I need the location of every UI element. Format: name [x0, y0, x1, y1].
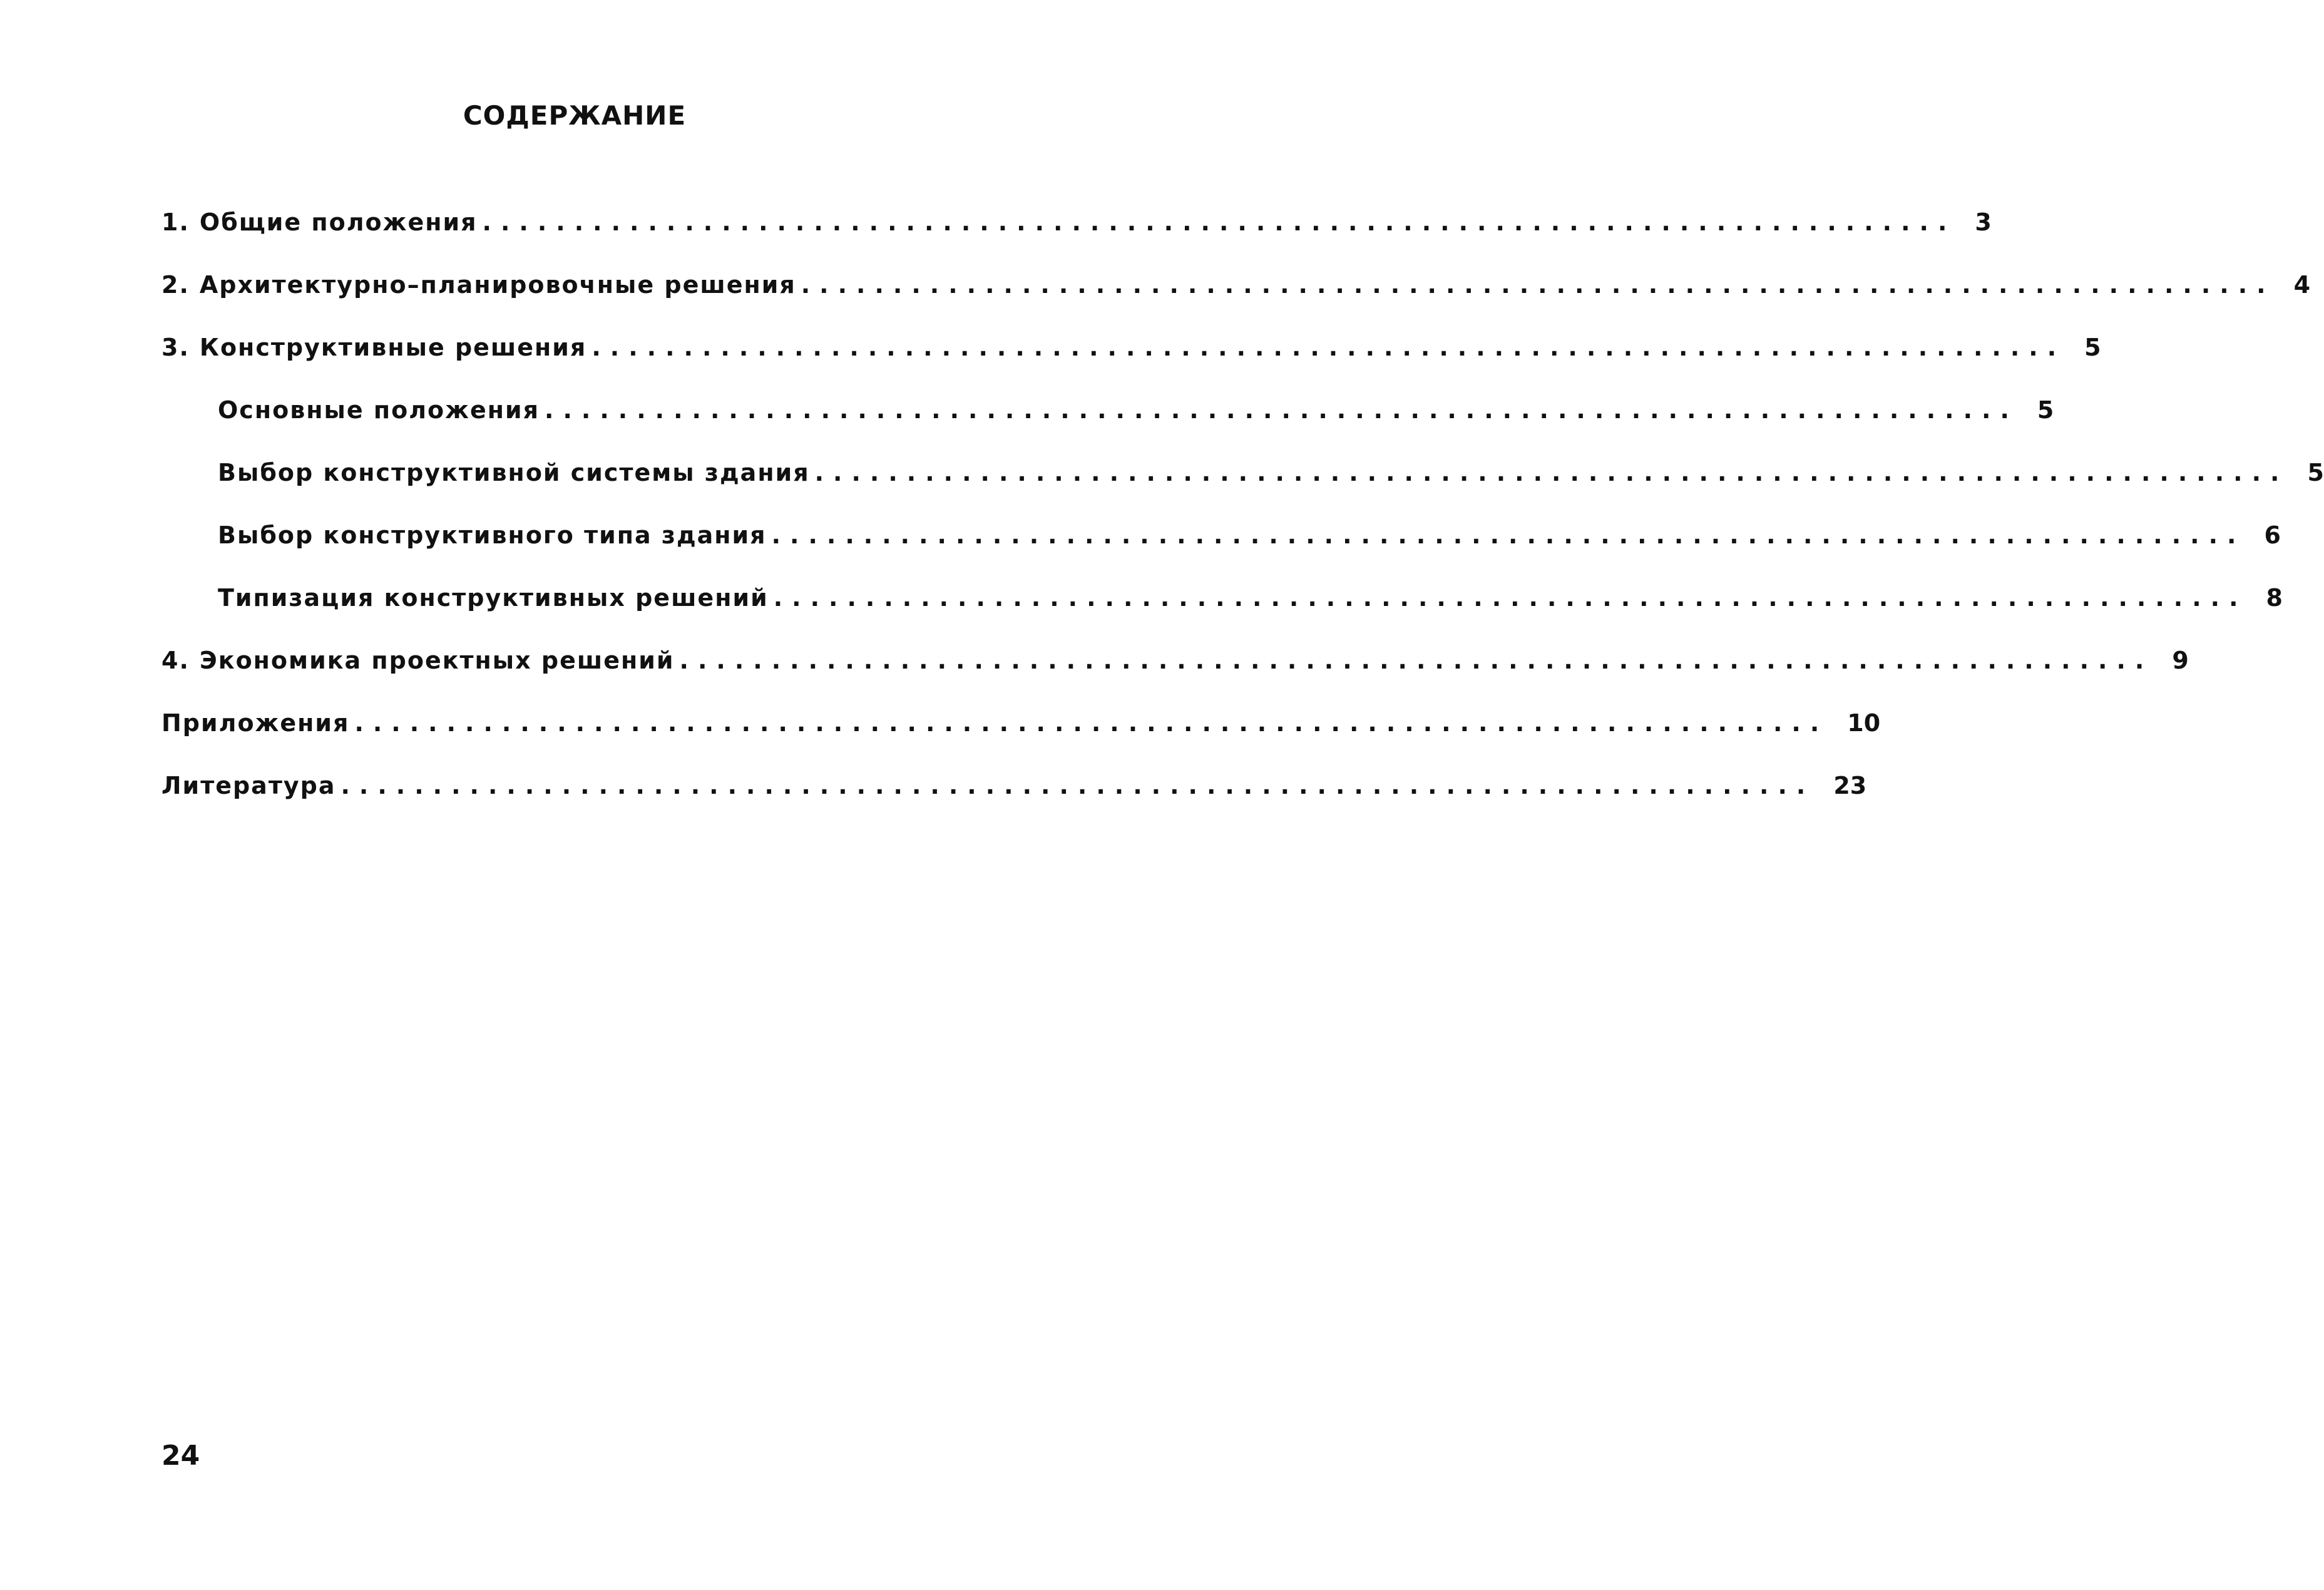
- toc-entry-text: Выбор конструктивного типа здания: [218, 521, 767, 549]
- toc-title: СОДЕРЖАНИЕ: [463, 100, 687, 131]
- toc-entry-label: [161, 772, 340, 799]
- toc-entry-page: 3: [1975, 208, 1992, 236]
- toc-leader-dots: ................................................................................: [482, 208, 1957, 236]
- toc-entry[interactable]: [161, 629, 2189, 692]
- toc-entry-number: 3.: [161, 334, 190, 361]
- toc-leader-dots: ................................................................................: [591, 334, 2066, 361]
- toc-leader-dots: ................................................................................: [340, 772, 1815, 799]
- page-number: 24: [161, 1440, 200, 1472]
- toc-entry-label: [161, 208, 483, 236]
- toc-entry-label: [161, 647, 680, 674]
- toc-entry-number: 4.: [161, 647, 190, 674]
- toc-entry-label: [161, 271, 801, 299]
- toc-leader-dots: ................................................................................: [771, 521, 2246, 549]
- toc-entry-text: Приложения: [161, 709, 350, 737]
- toc-entry[interactable]: [161, 692, 1881, 754]
- toc-entry-label: [161, 709, 354, 737]
- toc-subentry[interactable]: [161, 567, 2283, 629]
- toc-entry-label: [161, 396, 545, 424]
- toc-entry-text: Литература: [161, 772, 336, 799]
- toc-subentry[interactable]: [161, 504, 2281, 567]
- toc-leader-dots: ................................................................................: [679, 647, 2154, 674]
- toc-leader-dots: ................................................................................: [354, 709, 1829, 737]
- toc-entry[interactable]: [161, 754, 1867, 817]
- toc-entry-page: 5: [2307, 459, 2324, 486]
- toc-entry-page: 5: [2084, 334, 2101, 361]
- toc-entry-page: 6: [2264, 521, 2281, 549]
- toc-subentry[interactable]: [161, 379, 2054, 441]
- toc-entry-number: 1.: [161, 208, 190, 236]
- toc-entry-label: [161, 334, 591, 361]
- toc-entry-page: 5: [2037, 396, 2054, 424]
- toc-entry[interactable]: [161, 254, 2311, 316]
- toc-entry-text: Общие положения: [199, 208, 478, 236]
- toc-entry-page: 9: [2172, 647, 2189, 674]
- toc-entry-label: [161, 459, 815, 486]
- toc-entry-text: Конструктивные решения: [199, 334, 587, 361]
- toc-leader-dots: ................................................................................: [773, 584, 2248, 612]
- toc-entry-text: Основные положения: [218, 396, 540, 424]
- toc-entry[interactable]: [161, 316, 2101, 379]
- toc-leader-dots: ................................................................................: [801, 271, 2275, 299]
- toc-entry-number: 2.: [161, 271, 190, 299]
- toc-entry[interactable]: [161, 191, 1992, 254]
- toc-list: [161, 191, 2324, 817]
- toc-entry-text: Типизация конструктивных решений: [218, 584, 769, 612]
- toc-entry-page: 4: [2293, 271, 2311, 299]
- toc-entry-page: 8: [2266, 584, 2283, 612]
- toc-leader-dots: ................................................................................: [545, 396, 2019, 424]
- toc-entry-text: Экономика проектных решений: [199, 647, 675, 674]
- toc-entry-label: [161, 584, 774, 612]
- toc-entry-text: Архитектурно–планировочные решения: [199, 271, 796, 299]
- toc-entry-label: [161, 521, 772, 549]
- toc-entry-page: 23: [1833, 772, 1867, 799]
- toc-subentry[interactable]: [161, 441, 2324, 504]
- toc-leader-dots: ................................................................................: [814, 459, 2289, 486]
- toc-entry-text: Выбор конструктивной системы здания: [218, 459, 810, 486]
- toc-entry-page: 10: [1847, 709, 1881, 737]
